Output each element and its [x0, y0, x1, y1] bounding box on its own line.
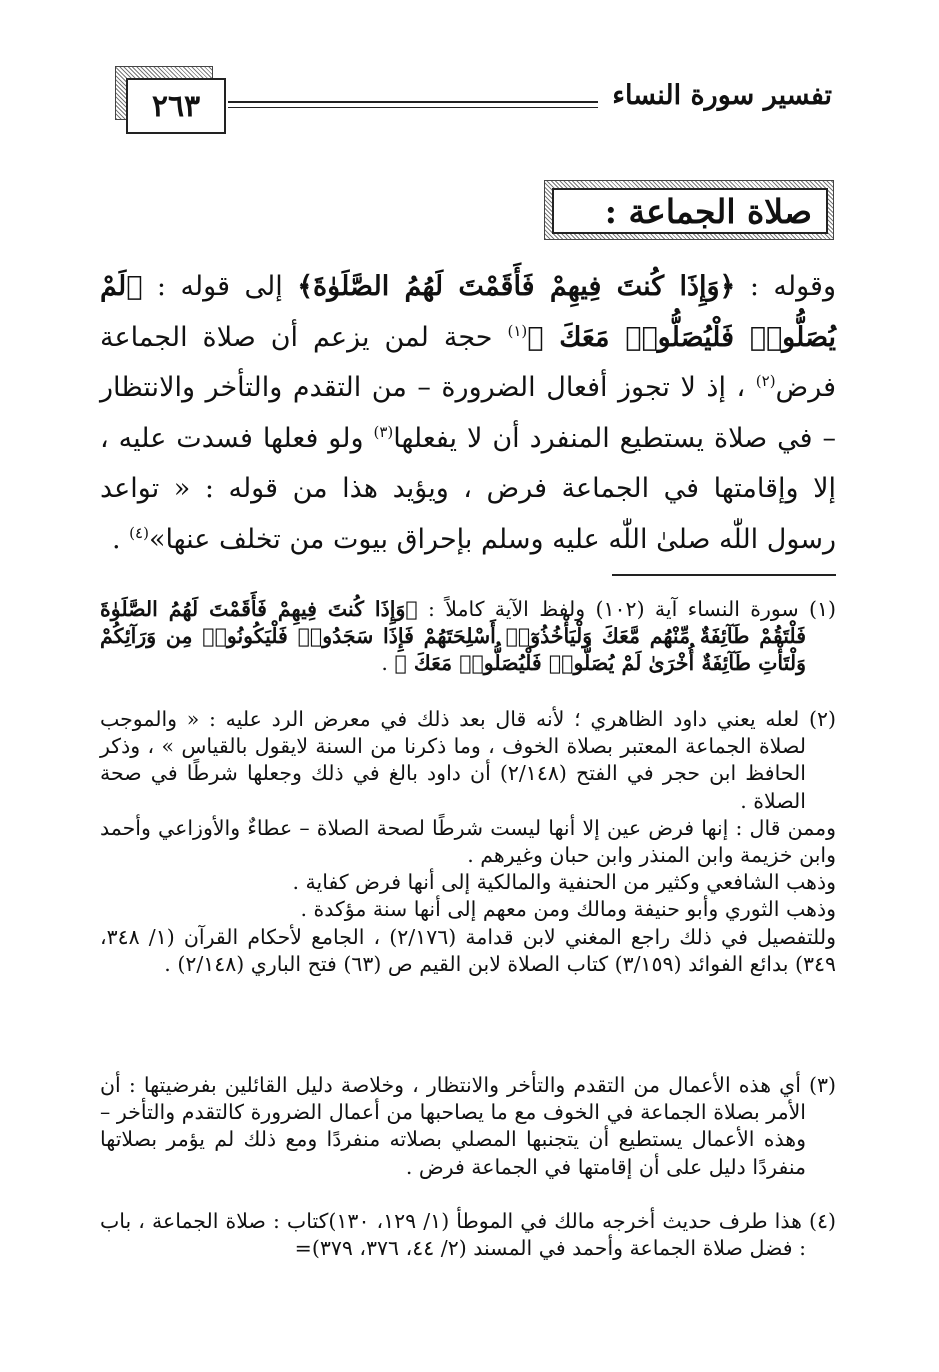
- page-number: ٢٦٣: [126, 78, 226, 134]
- section-title: [552, 188, 828, 234]
- footnote-2-para-5: وللتفصيل في ذلك راجع المغني لابن قدامة (٢/١٧٦) ، الجامع لأحكام القرآن (١/ ٣٤٨، ٣٤٩) بدائع الفوائد (٣/١٥٩) كتاب الصلاة لابن القيم ص (٦٣) فتح الباري (٢/١٤٨) .: [100, 924, 836, 976]
- footnote-1-quran: ﴿وَإِذَا كُنتَ فِيهِمْ فَأَقَمْتَ لَهُمُ الصَّلَوٰةَ فَلْتَقُمْ طَآئِفَةٌ مِّنْهُم مَّعَكَ وَلْيَأْخُذُوٓا۟ أَسْلِحَتَهُمْ فَإِذَا سَجَدُوا۟ فَلْيَكُونُوا۟ مِن وَرَآئِكُمْ وَلْتَأْتِ طَآئِفَةٌ أُخْرَىٰ لَمْ يُصَلُّوا۟ فَلْيُصَلُّوا۟ مَعَكَ ﴾: [100, 597, 806, 676]
- main-paragraph: [100, 262, 836, 565]
- footnote-2-para-3: وذهب الشافعي وكثير من الحنفية والمالكية إلى أنها فرض كفاية .: [292, 870, 836, 895]
- footnote-4: [100, 1208, 836, 1262]
- running-title: تفسير سورة النساء: [612, 80, 832, 111]
- footnote-4-text: (٤) هذا طرف حديث أخرجه مالك في الموطأ (١/ ١٢٩، ١٣٠)كتاب : صلاة الجماعة ، باب : فضل صلاة الجماعة وأحمد في المسند (٢/ ٤٤، ٣٧٦، ٣٧٩)=: [100, 1209, 836, 1261]
- body-mid: إلى قوله :: [142, 271, 298, 302]
- footnote-ref-2[interactable]: (٢): [755, 372, 776, 390]
- section-title-text: صلاة الجماعة :: [604, 191, 812, 231]
- quran-quote-1: ﴿وَإِذَا كُنتَ فِيهِمْ فَأَقَمْتَ لَهُمُ الصَّلَوٰةَ﴾: [297, 271, 736, 302]
- footnote-1-end: .: [381, 651, 395, 676]
- footnote-2: [100, 706, 836, 978]
- body-text-5: .: [111, 523, 130, 555]
- footnote-2-para-1: (٢) لعله يعني داود الظاهري ؛ لأنه قال بعد ذلك في معرض الرد عليه : « والموجب لصلاة الجماعة المعتبر بصلاة الخوف ، وما ذكرنا من السنة لايقول بالقياس » ، وذكر الحافظ ابن حجر في الفتح (٢/١٤٨) أن داود بالغ في ذلك وجعلها شرطًا في صحة الصلاة .: [100, 707, 836, 813]
- footnote-1-text: (١) سورة النساء آية (١٠٢) ولفظ الآية كاملاً :: [417, 597, 837, 621]
- body-lead: وقوله :: [735, 271, 836, 302]
- header-rule: [228, 101, 598, 103]
- footnote-1: [100, 596, 836, 678]
- footnote-ref-3[interactable]: (٣): [373, 422, 394, 441]
- footnote-separator: [612, 574, 836, 576]
- footnote-2-para-2: وممن قال : إنها فرض عين إلا أنها ليست شرطًا لصحة الصلاة – عطاءٌ والأوزاعي وأحمد وابن خزيمة وابن المنذر وابن حبان وغيرهم .: [100, 815, 836, 868]
- footnote-ref-4[interactable]: (٤): [129, 523, 149, 542]
- body-text-3: ، إذ لا تجوز أفعال الضرورة – من التقدم والتأخر والانتظار – في صلاة يستطيع المنفرد أن لا يفعلها: [100, 372, 836, 454]
- footnote-2-para-4: وذهب الثوري وأبو حنيفة ومالك ومن معهم إلى أنها سنة مؤكدة .: [300, 897, 836, 922]
- footnote-3: [100, 1072, 836, 1181]
- header-rule-thin: [228, 107, 598, 108]
- body-text-2: حجة لمن يزعم أن صلاة الجماعة فرض: [100, 321, 836, 403]
- footnote-3-text: (٣) أي هذه الأعمال من التقدم والتأخر والانتظار ، وخلاصة دليل القائلين بفرضيتها : أن الأمر بصلاة الجماعة في الخوف مع ما يصاحبها من أعمال الضرورة كالتقدم والتأخر – وهذه الأعمال يستطيع أن يتجنبها المصلي بصلاته منفردًا ومع ذلك لم يؤمر بصلاتها منفردًا دليل على أن إقامتها في الجماعة فرض .: [100, 1073, 836, 1179]
- footnote-ref-1[interactable]: (١): [507, 321, 528, 340]
- quran-quote-2: ﴿لَمْ يُصَلُّوا۟ فَلْيُصَلُّوا۟ مَعَكَ ﴾: [100, 271, 836, 353]
- body-text-4: ولو فعلها فسدت عليه ، إلا وإقامتها في الجماعة فرض ، ويؤيد هذا من قوله : « تواعد رسول اللّٰه صلىٰ اللّٰه عليه وسلم بإحراق بيوت من تخلف عنها»: [100, 422, 836, 555]
